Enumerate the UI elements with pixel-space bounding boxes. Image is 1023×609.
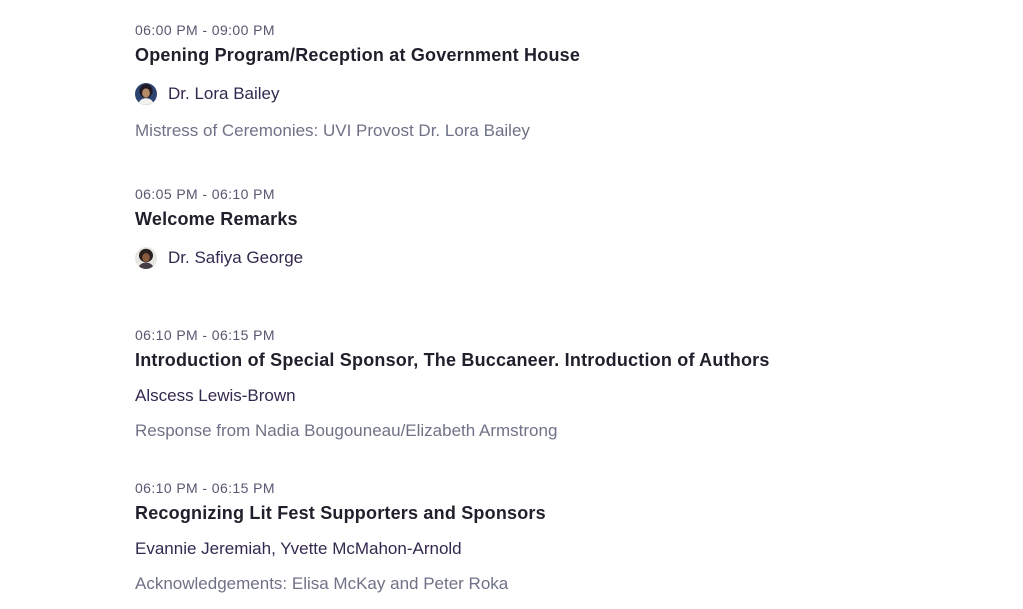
agenda-item — [135, 480, 983, 594]
session-time: 06:00 PM - 09:00 PM — [135, 22, 275, 38]
session-description: Response from Nadia Bougouneau/Elizabeth Armstrong — [135, 421, 558, 440]
session-title: Welcome Remarks — [135, 209, 298, 229]
speaker-name: Dr. Safiya George — [168, 248, 304, 267]
session-title: Opening Program/Reception at Government House — [135, 45, 581, 65]
session-description: Mistress of Ceremonies: UVI Provost Dr. Lora Bailey — [135, 121, 530, 140]
speaker-avatar-photo — [135, 247, 157, 269]
session-time: 06:10 PM - 06:15 PM — [135, 480, 275, 496]
speaker-name: Dr. Lora Bailey — [168, 84, 280, 103]
session-time: 06:05 PM - 06:10 PM — [135, 186, 275, 202]
session-description: Acknowledgements: Elisa McKay and Peter Roka — [135, 574, 509, 593]
speaker-chip[interactable] — [135, 82, 280, 106]
speaker-name[interactable]: Alscess Lewis-Brown — [135, 386, 296, 405]
session-title: Introduction of Special Sponsor, The Buccaneer. Introduction of Authors — [135, 350, 770, 370]
session-title: Recognizing Lit Fest Supporters and Sponsors — [135, 503, 546, 523]
agenda-item — [135, 327, 983, 441]
session-time: 06:10 PM - 06:15 PM — [135, 327, 275, 343]
agenda-item — [135, 186, 983, 270]
agenda-item — [135, 22, 983, 141]
speaker-chip[interactable] — [135, 246, 303, 270]
speaker-avatar-photo — [135, 83, 157, 105]
speaker-name[interactable]: Evannie Jeremiah, Yvette McMahon-Arnold — [135, 539, 462, 558]
